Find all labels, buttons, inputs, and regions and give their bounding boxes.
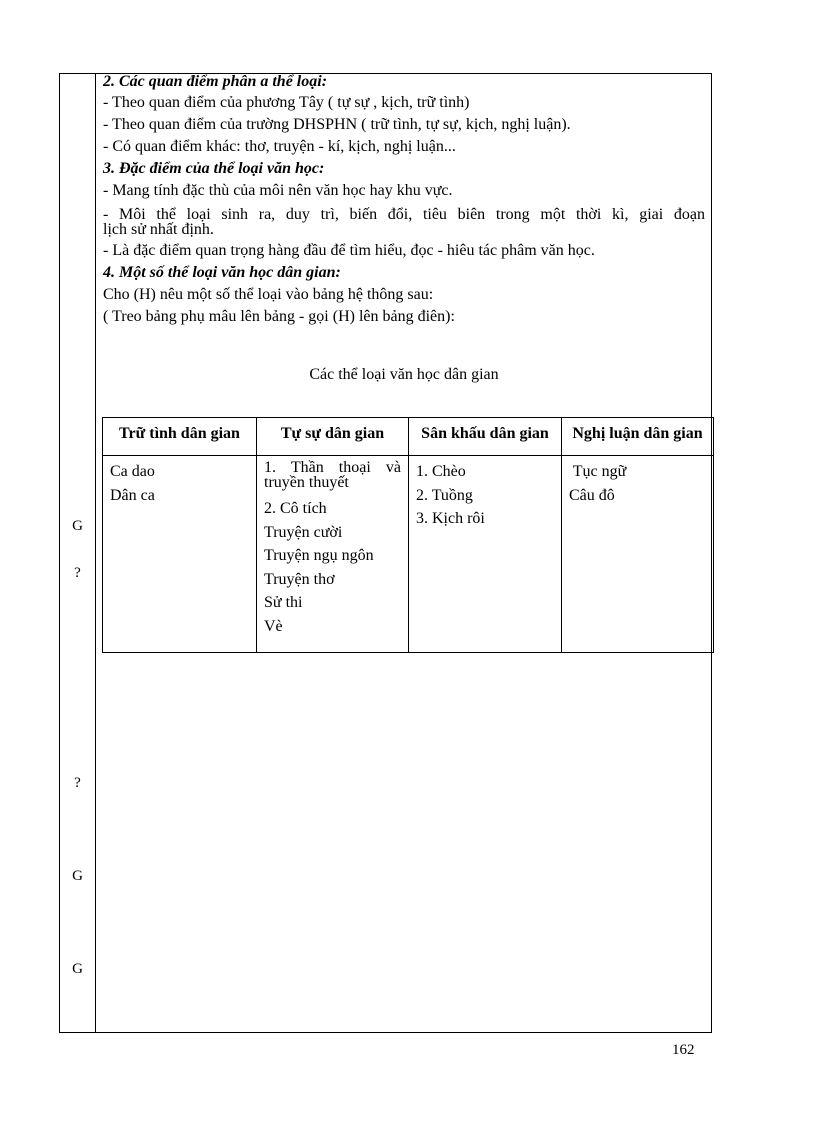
list-item: Truyện cười [264, 523, 343, 541]
genre-table [102, 417, 714, 653]
section-2-item: - Có quan điểm khác: thơ, truyện - kí, kịch, nghị luận... [103, 138, 456, 155]
section-2-item: - Theo quan điểm của trường DHSPHN ( trữ tình, tự sự, kịch, nghị luận). [103, 116, 571, 133]
table-header-cell: Sân khấu dân gian [409, 418, 562, 456]
list-item: 3. Kịch rôi [416, 510, 485, 527]
list-item: Câu đô [569, 486, 615, 504]
table-header-cell: Tự sự dân gian [257, 418, 409, 456]
margin-divider [95, 73, 96, 1033]
lesson-content [103, 74, 705, 328]
section-4-intro: Cho (H) nêu một số thể loại vào bảng hệ thông sau: [103, 286, 434, 303]
page-number: 162 [672, 1042, 695, 1058]
list-item: Sử thi [264, 594, 303, 611]
section-4-instruction: ( Treo bảng phụ mâu lên bảng - gọi (H) lên bảng điên): [103, 308, 455, 325]
table-cell-argument [562, 456, 714, 653]
table-row [103, 456, 714, 653]
list-item: Ca dao [110, 463, 155, 480]
list-item: Dân ca [110, 486, 155, 504]
table-header-cell: Nghị luận dân gian [562, 418, 714, 456]
section-2-item: - Theo quan điểm của phương Tây ( tự sự , kịch, trữ tình) [103, 94, 470, 111]
list-item: Truyện ngụ ngôn [264, 547, 374, 564]
list-item: 2. Tuồng [416, 486, 473, 504]
table-cell-lyric [103, 456, 257, 653]
list-item: Vè [264, 617, 283, 635]
margin-marker-question: ? [74, 775, 81, 791]
list-item: Truyện thơ [264, 570, 335, 588]
list-item: 1. Thần thoại và truyền thuyết [264, 459, 401, 491]
section-3-item: - Là đặc điểm quan trọng hàng đầu để tìm hiểu, đọc - hiêu tác phâm văn học. [103, 242, 595, 259]
section-3-heading: 3. Đặc điểm của thể loại văn học: [103, 160, 325, 177]
margin-marker-g: G [72, 518, 83, 534]
margin-marker-g: G [72, 868, 83, 884]
margin-marker-g: G [72, 961, 83, 977]
table-header-row [103, 418, 714, 456]
table-caption: Các thể loại văn học dân gian [309, 366, 499, 383]
margin-marker-question: ? [74, 565, 81, 581]
list-item: 2. Cô tích [264, 500, 327, 517]
section-2-heading: 2. Các quan điểm phân a thể loại: [103, 73, 328, 90]
table-header-cell: Trữ tình dân gian [103, 418, 257, 456]
list-item: 1. Chèo [416, 463, 466, 480]
section-3-item: - Môi thể loại sinh ra, duy trì, biến đổi, tiêu biên trong một thời kì, giai đoạn [103, 206, 705, 223]
list-item: Tục ngữ [569, 463, 627, 480]
table-cell-theatre [409, 456, 562, 653]
section-3-item-continued: lịch sử nhất định. [103, 221, 214, 238]
table-cell-narrative [257, 456, 409, 653]
section-3-item: - Mang tính đặc thù của môi nên văn học hay khu vực. [103, 182, 453, 199]
section-4-heading: 4. Một số thể loại văn học dân gian: [103, 264, 341, 281]
